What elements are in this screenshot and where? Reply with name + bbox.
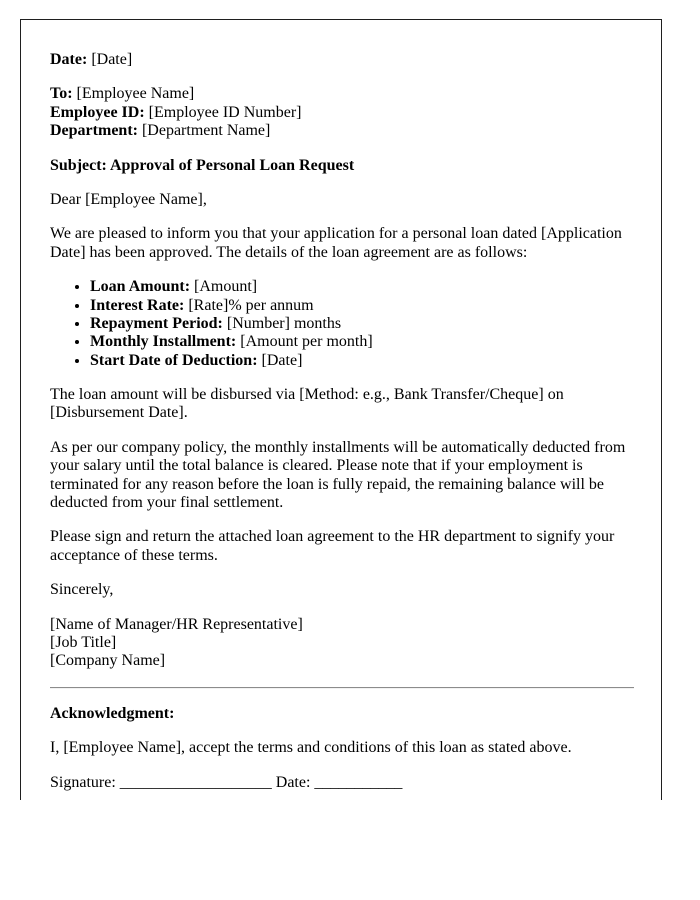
department-label: Department: bbox=[50, 122, 138, 140]
start-date-item bbox=[90, 352, 634, 370]
ack-date-blank-line: ___________ bbox=[314, 773, 403, 791]
loan-amount-label: Loan Amount: bbox=[90, 278, 191, 296]
to-label: To: bbox=[50, 85, 73, 103]
recipient-employee-id-line bbox=[50, 104, 634, 122]
monthly-installment-label: Monthly Installment: bbox=[90, 333, 237, 351]
loan-amount-value: [Amount] bbox=[194, 278, 258, 296]
department-value: [Department Name] bbox=[141, 122, 271, 140]
letter-page bbox=[20, 19, 662, 800]
ack-date-label: Date: bbox=[275, 773, 311, 791]
to-value: [Employee Name] bbox=[76, 85, 195, 103]
interest-rate-item bbox=[90, 297, 634, 315]
date-line bbox=[50, 51, 634, 69]
recipient-block bbox=[50, 85, 634, 140]
subject-line: Subject: Approval of Personal Loan Request bbox=[50, 156, 355, 174]
closing: Sincerely, bbox=[50, 581, 114, 599]
sender-job-title: [Job Title] bbox=[50, 633, 117, 651]
date-value: [Date] bbox=[91, 51, 133, 68]
start-date-value: [Date] bbox=[261, 351, 303, 369]
start-date-label: Start Date of Deduction: bbox=[90, 351, 258, 369]
interest-rate-value: [Rate]% per annum bbox=[188, 296, 314, 314]
acknowledgment-statement: I, [Employee Name], accept the terms and conditions of this loan as stated above. bbox=[50, 739, 572, 757]
salutation: Dear [Employee Name], bbox=[50, 190, 207, 208]
employee-id-label: Employee ID: bbox=[50, 103, 145, 121]
recipient-to-line bbox=[50, 85, 634, 103]
recipient-department-line bbox=[50, 122, 634, 140]
repayment-period-value: [Number] months bbox=[226, 314, 342, 332]
monthly-installment-item bbox=[90, 333, 634, 351]
monthly-installment-value: [Amount per month] bbox=[240, 333, 373, 351]
sender-name: [Name of Manager/HR Representative] bbox=[50, 615, 303, 633]
loan-details-list bbox=[50, 278, 634, 370]
signature-label: Signature: bbox=[50, 773, 116, 791]
interest-rate-label: Interest Rate: bbox=[90, 296, 185, 314]
sign-and-return-paragraph: Please sign and return the attached loan agreement to the HR department to signify your acceptance of these terms. bbox=[50, 528, 615, 564]
signature-blank-line: ___________________ bbox=[119, 773, 272, 791]
sender-block bbox=[50, 616, 634, 671]
repayment-period-item bbox=[90, 315, 634, 333]
policy-paragraph: As per our company policy, the monthly installments will be automatically deducted from your salary until the total balance is cleared. Please note that if your employment is terminated for any reason before the loan is fully repaid, the remaining balance will be deducted from your final settlement. bbox=[50, 438, 626, 512]
loan-amount-item bbox=[90, 278, 634, 296]
repayment-period-label: Repayment Period: bbox=[90, 314, 223, 332]
intro-paragraph: We are pleased to inform you that your application for a personal loan dated [Application Date] has been approved. The details of the loan agreement are as follows: bbox=[50, 225, 622, 261]
sender-company: [Company Name] bbox=[50, 652, 166, 670]
disbursement-paragraph: The loan amount will be disbursed via [Method: e.g., Bank Transfer/Cheque] on [Disbursement Date]. bbox=[50, 386, 564, 422]
acknowledgment-heading: Acknowledgment: bbox=[50, 704, 175, 722]
employee-id-value: [Employee ID Number] bbox=[148, 103, 302, 121]
signature-row bbox=[50, 774, 634, 792]
section-divider bbox=[50, 687, 634, 689]
date-label: Date: bbox=[50, 51, 88, 68]
